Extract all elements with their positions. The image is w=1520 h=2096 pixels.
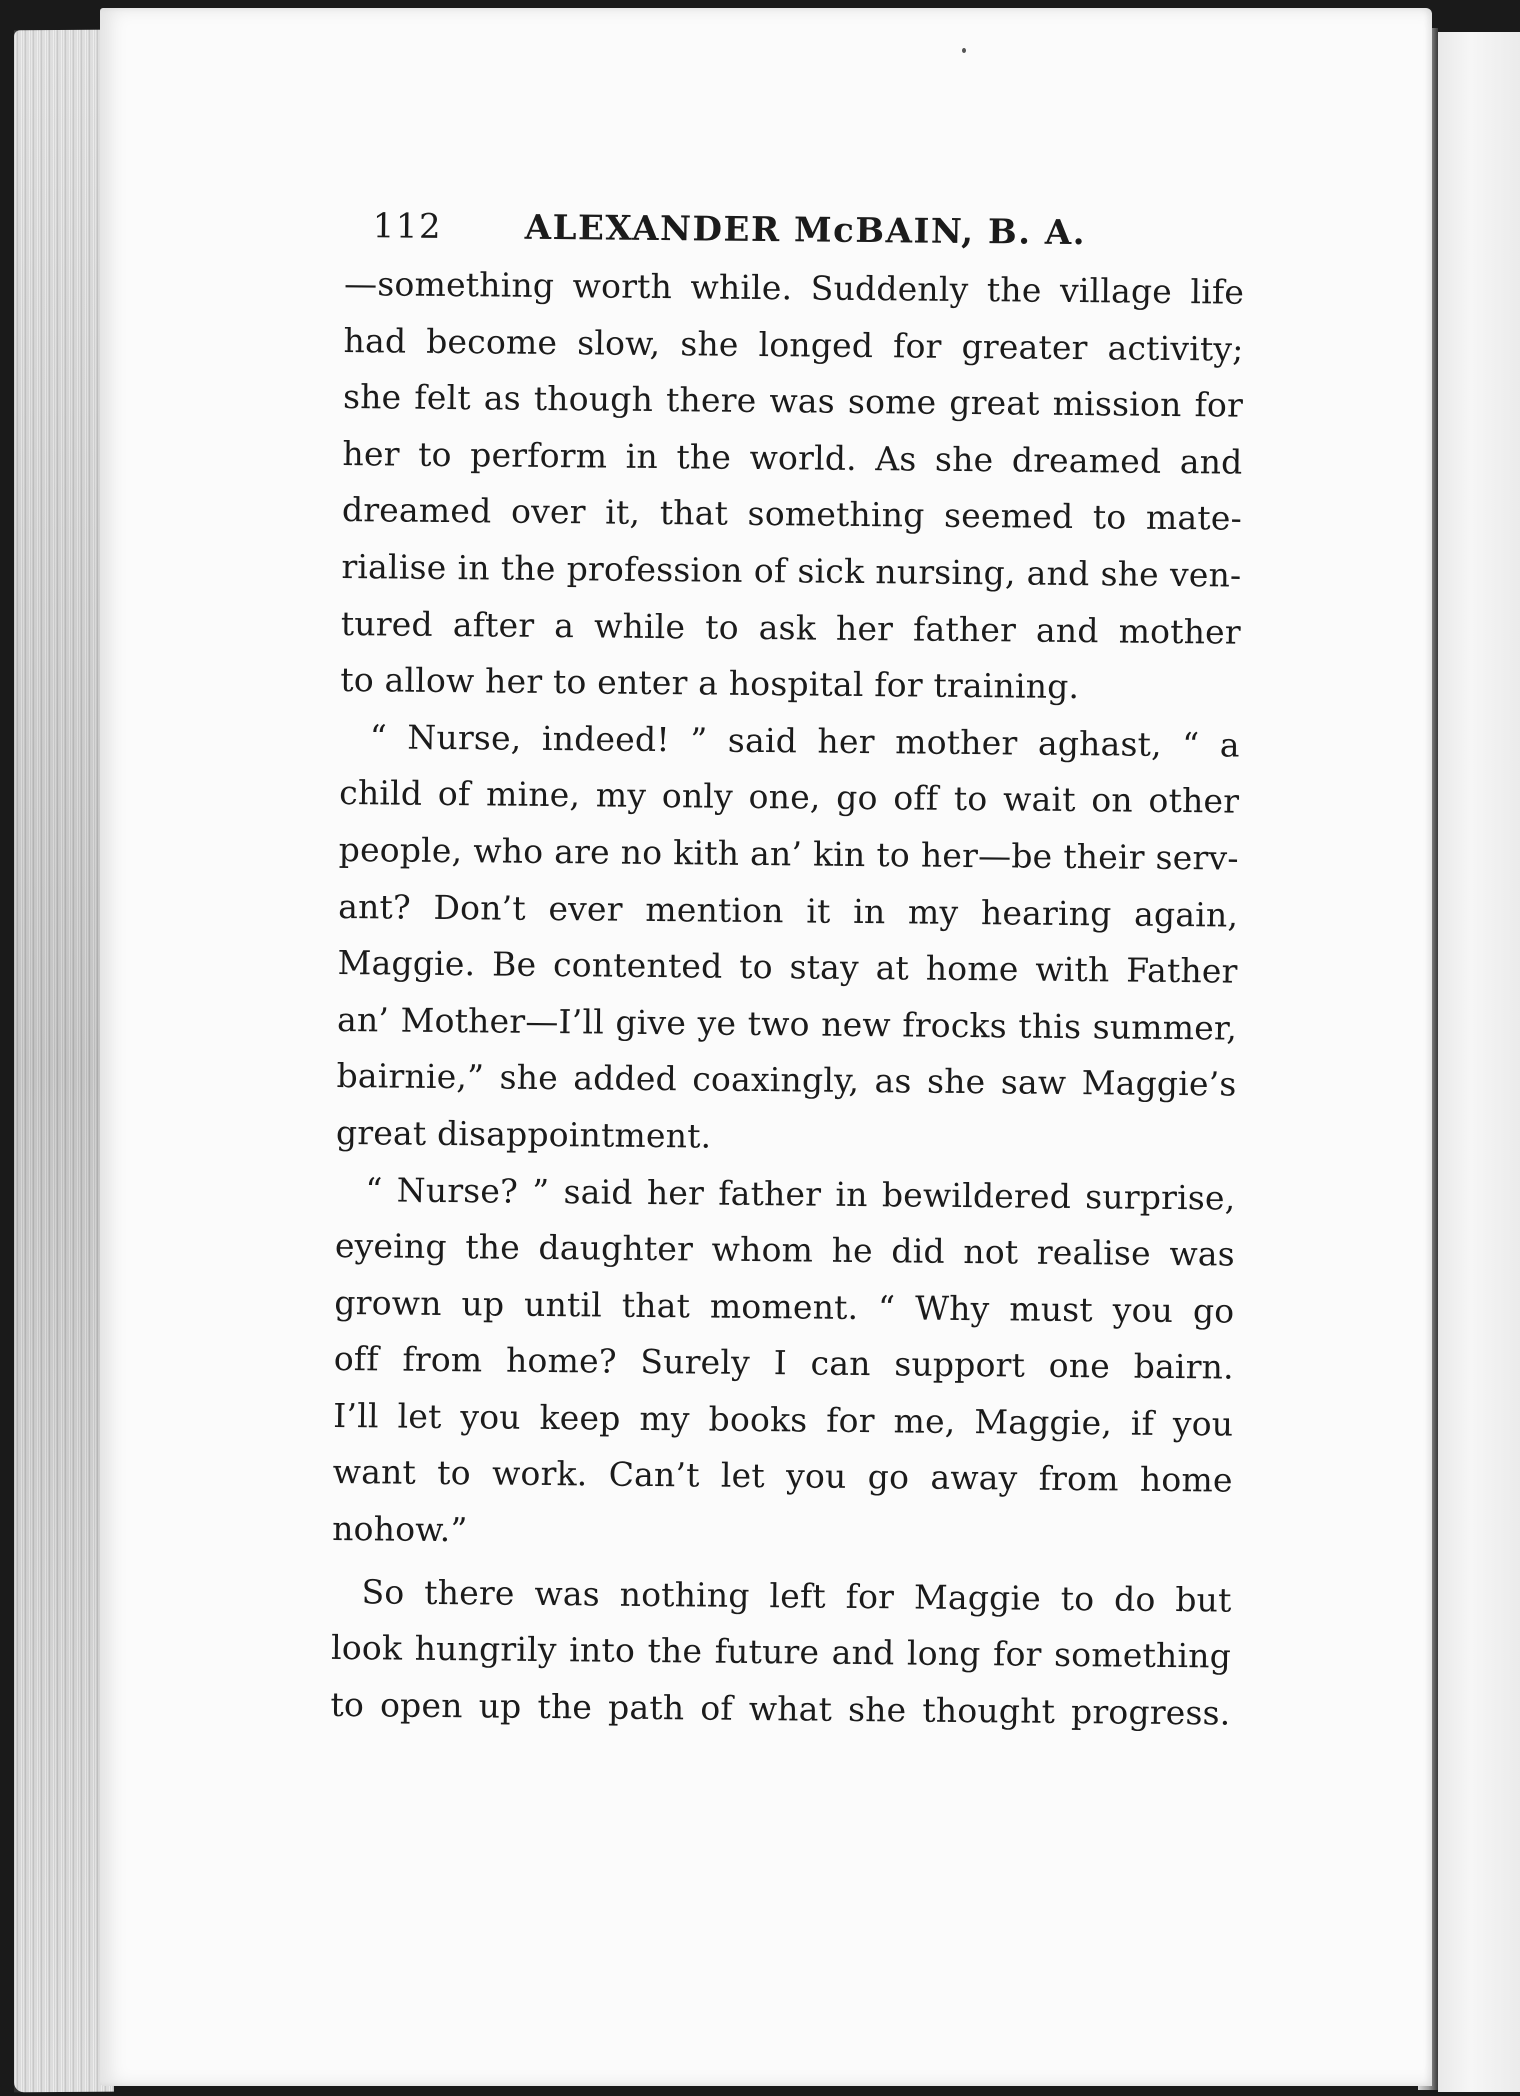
text-line: dreamed over it, that something seemed to mate- (341, 490, 1243, 538)
text-line: off from home? Surely I can support one bairn. (333, 1339, 1234, 1387)
paragraph (330, 1564, 1232, 1742)
text-line: to allow her to enter a hospital for training. (340, 660, 1080, 707)
text-line: to open up the path of what she thought progress. (330, 1684, 1231, 1733)
running-head (344, 196, 1245, 265)
page-number: 112 (372, 206, 443, 247)
text-line: had become slow, she longed for greater activity; (343, 320, 1244, 369)
text-line: nohow.” (332, 1509, 468, 1550)
text-line: bairnie,” she added coaxingly, as she saw Maggie’s (336, 1056, 1237, 1104)
facing-page-edge (1438, 32, 1520, 2092)
text-line: Maggie. Be contented to stay at home with Father (337, 943, 1238, 991)
text-line: eyeing the daughter whom he did not realise was (334, 1226, 1236, 1274)
text-line: child of mine, my only one, go off to wait on other (339, 773, 1240, 821)
page-edges (14, 30, 114, 2093)
text-line: an’ Mother—I’ll give ye two new frocks this summer, (336, 999, 1238, 1048)
text-line: “ Nurse, indeed! ” said her mother aghast, “ a (369, 717, 1240, 765)
page-text (330, 196, 1245, 1742)
paper-speck (962, 48, 966, 53)
text-line: So there was nothing left for Maggie to do but (361, 1571, 1232, 1620)
text-line: rialise in the profession of sick nursing, and she ven- (341, 546, 1242, 595)
text-line: want to work. Can’t let you go away from home (332, 1452, 1233, 1501)
text-line: great disappointment. (335, 1112, 712, 1156)
running-title: ALEXANDER McBAIN, B. A. (524, 207, 1087, 254)
text-line: her to perform in the world. As she dreamed and (342, 433, 1243, 482)
text-line: look hungrily into the future and long for something (330, 1628, 1232, 1676)
text-line: tured after a while to ask her father and mother (340, 603, 1242, 652)
paragraph (340, 256, 1244, 717)
text-line: people, who are no kith an’ kin to her—be their serv- (338, 829, 1239, 878)
paragraph (336, 709, 1240, 1170)
text-line: she felt as though there was some great mission for (342, 377, 1244, 425)
paragraph (332, 1161, 1236, 1566)
text-line: I’ll let you keep my books for me, Maggie, if you (333, 1395, 1234, 1444)
text-line: —something worth while. Suddenly the village life (343, 263, 1245, 312)
text-line: “ Nurse? ” said her father in bewildered surprise, (365, 1169, 1236, 1218)
text-line: ant? Don’t ever mention it in my hearing again, (337, 886, 1239, 935)
text-line: grown up until that moment. “ Why must you go (334, 1282, 1235, 1331)
